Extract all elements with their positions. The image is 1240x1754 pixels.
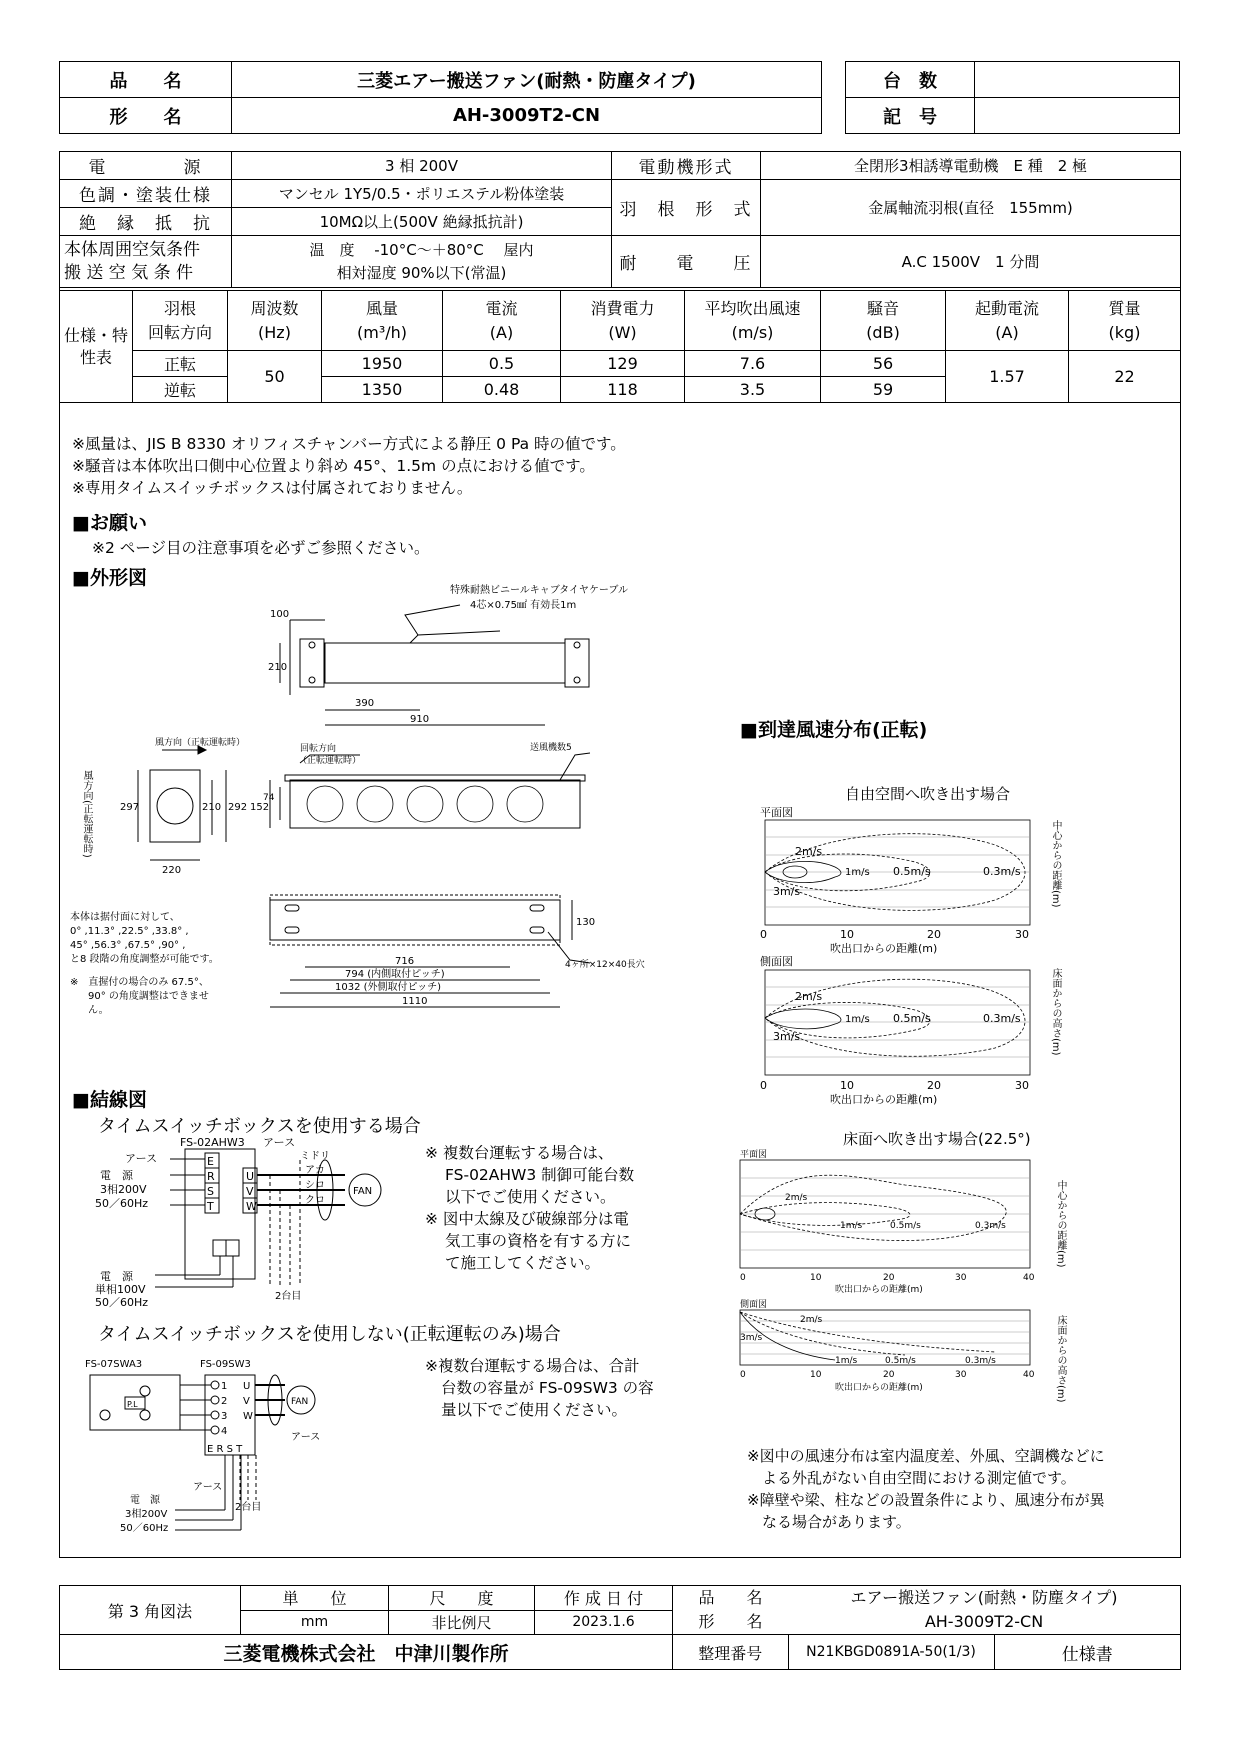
ref-cell <box>788 1635 1181 1670</box>
company-name: 三菱電機株式会社 中津川製作所 <box>60 1635 673 1670</box>
chart4-v1: 1m/s <box>835 1356 858 1366</box>
unit-label: 単 位 <box>241 1586 389 1611</box>
ambient-value <box>232 236 612 288</box>
wiring-note-3 <box>425 1355 654 1421</box>
chart1-v2: 2m/s <box>795 845 823 858</box>
perf-header-freq: 周波数 (Hz) <box>228 291 322 351</box>
rotation-dir-1: 回転方向 <box>300 744 337 754</box>
chart4-side-label: 側面図 <box>740 1300 768 1310</box>
chart4-v3: 3m/s <box>740 1333 763 1343</box>
chart3-tick-40: 40 <box>1023 1273 1035 1283</box>
chart1-v03: 0.3m/s <box>983 865 1021 878</box>
perf-row-label: 仕様・特性表 <box>60 291 133 403</box>
airflow-note-line: よる外乱がない自由空間における測定値です。 <box>747 1469 1076 1487</box>
quantity-table <box>845 61 1180 134</box>
airflow-note-line: なる場合があります。 <box>747 1513 911 1531</box>
ambient-value-2: 相対湿度 90%以下(常温) <box>336 263 507 282</box>
wiring-without-box: タイムスイッチボックスを使用しない(正転運転のみ)場合 <box>98 1324 561 1345</box>
chart4-tick-0: 0 <box>740 1370 746 1380</box>
perf-header-power: 消費電力 (W) <box>561 291 685 351</box>
wiring-note-line: 気工事の資格を有する方に <box>445 1232 632 1250</box>
flow-direction-label: 風方向（正転運転時） <box>155 738 246 748</box>
chart4-v05: 0.5m/s <box>885 1356 916 1366</box>
perf-header-current: 電流 (A) <box>443 291 561 351</box>
terminal-t: T <box>207 1200 214 1213</box>
terminal-s: S <box>207 1185 214 1198</box>
motor-label: 電動機形式 <box>612 152 761 180</box>
chart3-tick-20: 20 <box>883 1273 895 1283</box>
wiring-note-line: 量以下でご使用ください。 <box>441 1401 628 1419</box>
chart4-xlabel: 吹出口からの距離(m) <box>835 1383 923 1393</box>
perf-header-noise: 騒音 (dB) <box>821 291 946 351</box>
name-label: 品 名 <box>60 62 232 98</box>
mounting-holes: 4ヶ所×12×40長穴 <box>565 960 645 970</box>
chart3-plan-label: 平面図 <box>740 1150 768 1160</box>
wall-note-1: ※ 直握付の場合のみ 67.5°、 <box>70 977 209 988</box>
qty-value <box>975 62 1180 98</box>
spec-table <box>59 151 1181 288</box>
dim-210: 210 <box>268 662 288 673</box>
perf-header-start-current: 起動電流 (A) <box>946 291 1069 351</box>
chart4-tick-20: 20 <box>883 1370 895 1380</box>
request-text: ※2 ページ目の注意事項を必ずご参照ください。 <box>92 539 430 557</box>
terminal-2: 2 <box>221 1396 228 1407</box>
chart4-tick-40: 40 <box>1023 1370 1035 1380</box>
motor-value: 全閉形3相誘導電動機 E 種 2 極 <box>761 152 1181 180</box>
terminal-1: 1 <box>221 1381 228 1392</box>
wiring-note-line: FS-02AHW3 制御可能台数 <box>445 1166 635 1184</box>
chart3-tick-30: 30 <box>955 1273 967 1283</box>
performance-table <box>59 290 1181 403</box>
box2-label: FS-09SW3 <box>200 1359 251 1370</box>
dim-130: 130 <box>576 917 596 928</box>
request-title: ■お願い <box>72 512 147 534</box>
dim-716: 716 <box>395 956 415 967</box>
forward-speed: 7.6 <box>685 351 821 377</box>
perf-header-speed: 平均吹出風速 (m/s) <box>685 291 821 351</box>
insulation-label: 絶 縁 抵 抗 <box>60 208 232 236</box>
chart3-v03: 0.3m/s <box>975 1221 1006 1231</box>
dim-1110: 1110 <box>402 996 428 1007</box>
forward-noise: 56 <box>821 351 946 377</box>
chart3-v05: 0.5m/s <box>890 1221 921 1231</box>
qty-label: 台 数 <box>846 62 975 98</box>
insulation-value: 10MΩ以上(500V 絶縁抵抗計) <box>232 208 612 236</box>
box3-label: FS-07SWA3 <box>85 1359 143 1370</box>
chart2-xlabel: 吹出口からの距離(m) <box>830 1093 938 1106</box>
footer-model-label: 形 名 <box>698 1612 763 1631</box>
outline-title: ■外形図 <box>72 567 147 589</box>
rotation-dir-2: （正転運転時） <box>298 756 362 766</box>
airflow-notes <box>747 1445 1105 1533</box>
scale-value: 非比例尺 <box>389 1610 535 1635</box>
chart3-tick-10: 10 <box>810 1273 822 1283</box>
reverse-current: 0.48 <box>443 377 561 403</box>
mark-value <box>975 98 1180 134</box>
wire-green: ミドリ <box>300 1151 330 1162</box>
ambient-label-1: 本体周囲空気条件 <box>64 239 200 260</box>
ylabel-center-2: 中心からの距離(m) <box>1055 1180 1066 1268</box>
model-value: AH-3009T2-CN <box>232 98 822 134</box>
notes-block <box>72 433 626 499</box>
chart3-xlabel: 吹出口からの距離(m) <box>835 1285 923 1295</box>
ambient-label <box>60 236 232 288</box>
power2-label-1: 電 源 <box>100 1270 133 1283</box>
reverse-noise: 59 <box>821 377 946 403</box>
chart2-v1: 1m/s <box>845 1014 870 1025</box>
reverse-airflow: 1350 <box>322 377 443 403</box>
ylabel-floor-1: 床面からの高さ(m) <box>1050 968 1061 1056</box>
chart1-plan-label: 平面図 <box>760 806 793 819</box>
dim-74: 74 <box>263 793 275 803</box>
chart3-v2: 2m/s <box>785 1193 808 1203</box>
blade-count: 送風機数5 <box>530 743 572 753</box>
footer-table <box>59 1585 1181 1670</box>
power-label-1: 電 源 <box>100 1169 133 1182</box>
note-line: ※騒音は本体吹出口側中心位置より斜め 45°、1.5m の点における値です。 <box>72 457 595 475</box>
dim-100: 100 <box>270 609 290 620</box>
terminal-u: U <box>246 1170 255 1183</box>
wall-note-3: ん。 <box>88 1005 109 1016</box>
floor-title: 床面へ吹き出す場合(22.5°) <box>843 1130 1031 1148</box>
reverse-dir: 逆転 <box>133 377 228 403</box>
dim-794: 794 (内側取付ピッチ) <box>345 969 445 980</box>
power-label: 電 源 <box>60 152 232 180</box>
relay-label: P.L <box>127 1400 138 1409</box>
terminal-4: 4 <box>221 1426 228 1437</box>
dim-152: 152 <box>250 802 270 813</box>
wiring-note-line: て施工してください。 <box>445 1254 601 1272</box>
chart2-tick-30: 30 <box>1015 1079 1029 1092</box>
footer-name-labels <box>673 1586 789 1635</box>
second-unit-label: 2台目 <box>275 1291 302 1302</box>
terminal-r: R <box>207 1170 215 1183</box>
footer-name-label: 品 名 <box>698 1588 763 1607</box>
fan-label-2: FAN <box>291 1397 309 1407</box>
dim-292: 292 <box>228 802 248 813</box>
power-label-2: 3相200V <box>100 1183 147 1196</box>
power2-label-3: 50／60Hz <box>95 1296 149 1309</box>
dim-297: 297 <box>120 802 140 813</box>
chart2-v2: 2m/s <box>795 990 823 1003</box>
chart1-v05: 0.5m/s <box>893 865 931 878</box>
coating-label: 色調・塗装仕様 <box>60 180 232 208</box>
chart1-tick-10: 10 <box>840 928 854 941</box>
chart1-tick-0: 0 <box>760 928 767 941</box>
scale-label: 尺 度 <box>389 1586 535 1611</box>
power3-label-2: 3相200V <box>125 1509 168 1520</box>
wire-black: クロ <box>305 1195 325 1206</box>
second-unit-label-2: 2台目 <box>235 1502 262 1513</box>
footer-name-values <box>788 1586 1181 1635</box>
perf-header-dir: 羽根 回転方向 <box>133 291 228 351</box>
power3-label-1: 電 源 <box>130 1495 160 1506</box>
doc-type: 仕様書 <box>1061 1644 1113 1665</box>
ref-label: 整理番号 <box>673 1635 789 1670</box>
voltage-value: A.C 1500V 1 分間 <box>761 236 1181 288</box>
chart2-tick-10: 10 <box>840 1079 854 1092</box>
angle-note-2: 0° ,11.3° ,22.5° ,33.8° , <box>70 926 189 937</box>
earth-label-3: アース <box>291 1432 321 1443</box>
power-value: 3 相 200V <box>232 152 612 180</box>
terminal-v: V <box>246 1185 254 1198</box>
wall-note-2: 90° の角度調整はできませ <box>88 991 209 1002</box>
dim-1032: 1032 (外側取付ピッチ) <box>335 982 442 993</box>
terminal-u2: U <box>243 1381 251 1392</box>
wiring-note-line: 台数の容量が FS-09SW3 の容 <box>441 1379 654 1397</box>
cable-label-1: 特殊耐熱ビニールキャブタイヤケーブル <box>450 585 628 596</box>
wiring-with-box: タイムスイッチボックスを使用する場合 <box>98 1116 421 1137</box>
terminal-e: E <box>207 1155 214 1168</box>
reverse-speed: 3.5 <box>685 377 821 403</box>
free-space-title: 自由空間へ吹き出す場合 <box>845 785 1011 803</box>
note-line: ※風量は、JIS B 8330 オリフィスチャンバー方式による静圧 0 Pa 時の値です。 <box>72 435 626 453</box>
footer-model-value: AH-3009T2-CN <box>924 1612 1044 1631</box>
chart4-tick-10: 10 <box>810 1370 822 1380</box>
forward-current: 0.5 <box>443 351 561 377</box>
chart2-v03: 0.3m/s <box>983 1012 1021 1025</box>
ylabel-floor-2: 床面からの高さ(m) <box>1055 1315 1066 1403</box>
fan-label: FAN <box>353 1186 373 1197</box>
cable-label-2: 4芯×0.75㎟ 有効長1m <box>470 600 577 611</box>
terminal-v2: V <box>243 1396 250 1407</box>
projection: 第 3 角図法 <box>60 1586 241 1635</box>
wiring-diagram-2 <box>85 1345 385 1535</box>
wiring-diagram-1 <box>95 1135 425 1315</box>
chart4-v03: 0.3m/s <box>965 1356 996 1366</box>
product-name: 三菱エアー搬送ファン(耐熱・防塵タイプ) <box>232 62 822 98</box>
earth-label: アース <box>263 1136 296 1149</box>
chart1-v3: 3m/s <box>773 885 801 898</box>
date-value: 2023.1.6 <box>535 1610 673 1635</box>
flow-dir-vertical: 風方向(正転運転時) <box>81 770 92 858</box>
dim-220: 220 <box>162 865 182 876</box>
angle-note-4: と8 段階の角度調整が可能です。 <box>70 954 219 965</box>
chart4-tick-30: 30 <box>955 1370 967 1380</box>
chart2-side-label: 側面図 <box>760 955 793 968</box>
header-table <box>59 61 822 134</box>
chart1-tick-20: 20 <box>927 928 941 941</box>
earth-label-4: アース <box>193 1482 223 1493</box>
angle-note-3: 45° ,56.3° ,67.5° ,90° , <box>70 940 186 951</box>
terminal-w: W <box>246 1200 257 1213</box>
perf-header-mass: 質量 (kg) <box>1069 291 1181 351</box>
chart2-v05: 0.5m/s <box>893 1012 931 1025</box>
ref-value: N21KBGD0891A-50(1/3) <box>789 1635 995 1669</box>
footer-name-value: エアー搬送ファン(耐熱・防塵タイプ) <box>850 1588 1118 1607</box>
voltage-label: 耐 電 圧 <box>612 236 761 288</box>
chart2-tick-0: 0 <box>760 1079 767 1092</box>
coating-value: マンセル 1Y5/0.5・ポリエステル粉体塗装 <box>232 180 612 208</box>
terminal-row: E R S T <box>207 1444 243 1455</box>
chart1-tick-30: 30 <box>1015 928 1029 941</box>
airflow-title: ■到達風速分布(正転) <box>740 719 928 741</box>
model-label: 形 名 <box>60 98 232 134</box>
wiring-note-1 <box>425 1142 634 1274</box>
terminal-3: 3 <box>221 1411 228 1422</box>
ylabel-center-1: 中心からの距離(m) <box>1050 820 1061 908</box>
dim-390: 390 <box>355 698 375 709</box>
dim-910: 910 <box>410 714 430 725</box>
start-current-value: 1.57 <box>946 351 1069 403</box>
chart2-v3: 3m/s <box>773 1030 801 1043</box>
chart3-tick-0: 0 <box>740 1273 746 1283</box>
unit-value: mm <box>241 1610 389 1635</box>
ambient-label-2: 搬 送 空 気 条 件 <box>64 262 194 283</box>
chart1-v1: 1m/s <box>845 867 870 878</box>
power-label-3: 50／60Hz <box>95 1197 149 1210</box>
blade-label: 羽 根 形 式 <box>612 180 761 236</box>
angle-note-1: 本体は据付面に対して、 <box>70 912 180 923</box>
power3-label-3: 50／60Hz <box>120 1523 169 1534</box>
wiring-title: ■結線図 <box>72 1089 147 1111</box>
chart2-tick-20: 20 <box>927 1079 941 1092</box>
chart3-v1: 1m/s <box>840 1221 863 1231</box>
wiring-note-line: ※複数台運転する場合は、合計 <box>425 1357 640 1375</box>
freq-value: 50 <box>228 351 322 403</box>
forward-airflow: 1950 <box>322 351 443 377</box>
airflow-note-line: ※障壁や梁、柱などの設置条件により、風速分布が異 <box>747 1491 1105 1509</box>
terminal-w2: W <box>243 1411 253 1422</box>
airflow-note-line: ※図中の風速分布は室内温度差、外風、空調機などに <box>747 1447 1105 1465</box>
earth-label-2: アース <box>125 1152 158 1165</box>
mass-value: 22 <box>1069 351 1181 403</box>
chart4-v2: 2m/s <box>800 1315 823 1325</box>
reverse-power: 118 <box>561 377 685 403</box>
dim-210b: 210 <box>202 802 222 813</box>
forward-power: 129 <box>561 351 685 377</box>
ambient-value-1: 温 度 -10°C～＋80°C 屋内 <box>309 240 534 259</box>
date-label: 作 成 日 付 <box>535 1586 673 1611</box>
forward-dir: 正転 <box>133 351 228 377</box>
box1-label: FS-02AHW3 <box>180 1136 245 1149</box>
mark-label: 記 号 <box>846 98 975 134</box>
wire-white: シロ <box>305 1180 325 1191</box>
power2-label-2: 単相100V <box>95 1283 146 1296</box>
note-line: ※専用タイムスイッチボックスは付属されておりません。 <box>72 479 473 497</box>
chart1-xlabel: 吹出口からの距離(m) <box>830 942 938 955</box>
wiring-note-line: ※ 複数台運転する場合は、 <box>425 1144 614 1162</box>
wire-red: アカ <box>305 1165 325 1176</box>
wiring-note-line: 以下でご使用ください。 <box>445 1188 616 1206</box>
airflow-charts <box>740 800 1075 1400</box>
blade-value: 金属軸流羽根(直径 155mm) <box>761 180 1181 236</box>
wiring-note-line: ※ 図中太線及び破線部分は電 <box>425 1210 629 1228</box>
perf-header-airflow: 風量 (m³/h) <box>322 291 443 351</box>
